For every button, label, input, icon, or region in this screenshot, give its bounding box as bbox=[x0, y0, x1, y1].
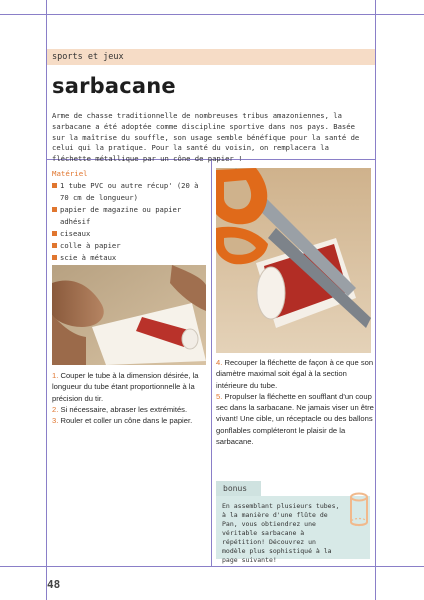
bullet-icon bbox=[52, 207, 57, 212]
step-text: Recouper la fléchette de façon à ce que son diamètre maximal soit égal à la section intérieure du tube. bbox=[216, 358, 374, 390]
materials-title: Matériel bbox=[52, 169, 88, 178]
bullet-icon bbox=[52, 243, 57, 248]
bullet-icon bbox=[52, 183, 57, 188]
step-item bbox=[52, 404, 210, 415]
column-divider bbox=[211, 159, 212, 566]
margin-guide-left bbox=[46, 0, 47, 600]
list-item bbox=[52, 228, 210, 240]
section-label: sports et jeux bbox=[52, 52, 124, 62]
margin-guide-top bbox=[0, 14, 424, 15]
step-text: Propulser la fléchette en soufflant d'un coup sec dans la sarbacane. Ne jamais viser un être vivant! Une cible, un réceptacle ou des ballons gonflables compléteront le plaisir de la sarbacane. bbox=[216, 391, 374, 447]
bullet-icon bbox=[52, 231, 57, 236]
material-item: 1 tube PVC ou autre récup' (20 à 70 cm de longueur) bbox=[60, 181, 199, 202]
bonus-label: bonus bbox=[223, 484, 248, 493]
page-number: 48 bbox=[47, 578, 61, 591]
step-item bbox=[52, 370, 210, 404]
material-item: ciseaux bbox=[60, 229, 91, 238]
step-item bbox=[52, 415, 210, 426]
margin-guide-bottom bbox=[0, 566, 424, 567]
page-title: sarbacane bbox=[52, 74, 176, 98]
steps-left-column bbox=[52, 370, 210, 426]
material-item: papier de magazine ou papier adhésif bbox=[60, 205, 182, 226]
material-item: colle à papier bbox=[60, 241, 121, 250]
bullet-icon bbox=[52, 255, 57, 260]
step-text: Rouler et coller un cône dans le papier. bbox=[60, 416, 193, 426]
margin-guide-right bbox=[375, 0, 376, 600]
list-item bbox=[52, 252, 210, 264]
intro-paragraph: Arme de chasse traditionnelle de nombreuses tribus amazoniennes, la sarbacane a été adoptée comme discipline sportive dans nos pays. Basée sur la maîtrise du souffle, son usage semble bénéfique pour la santé de celui qui la pratique. Pour la santé du voisin, on remplacera la fléchette métallique par un cône de papier ! bbox=[52, 111, 360, 164]
list-item bbox=[52, 180, 210, 204]
photo-rolling-cone bbox=[52, 265, 206, 365]
step-number: 2. bbox=[52, 404, 59, 414]
list-item bbox=[52, 204, 210, 228]
list-item bbox=[52, 240, 210, 252]
material-item: scie à métaux bbox=[60, 253, 117, 262]
step-item bbox=[216, 391, 374, 447]
step-number: 3. bbox=[52, 416, 59, 426]
step-text: Si nécessaire, abraser les extrémités. bbox=[60, 404, 188, 414]
tube-icon bbox=[348, 492, 370, 533]
step-number: 5. bbox=[216, 391, 223, 401]
bonus-text: En assemblant plusieurs tubes, à la manière d'une flûte de Pan, vous obtiendrez une véritable sarbacane à répétition! Découvrez un modèle plus sophistiqué à la page suivante! bbox=[222, 502, 340, 564]
materials-list bbox=[52, 180, 210, 276]
step-text: Couper le tube à la dimension désirée, la longueur du tube étant proportionnelle à la précision du tir. bbox=[52, 371, 199, 403]
photo-cutting-cone bbox=[216, 168, 371, 353]
step-number: 4. bbox=[216, 358, 223, 367]
step-number: 1. bbox=[52, 371, 59, 380]
step-item bbox=[216, 357, 374, 391]
steps-right-column bbox=[216, 357, 374, 447]
